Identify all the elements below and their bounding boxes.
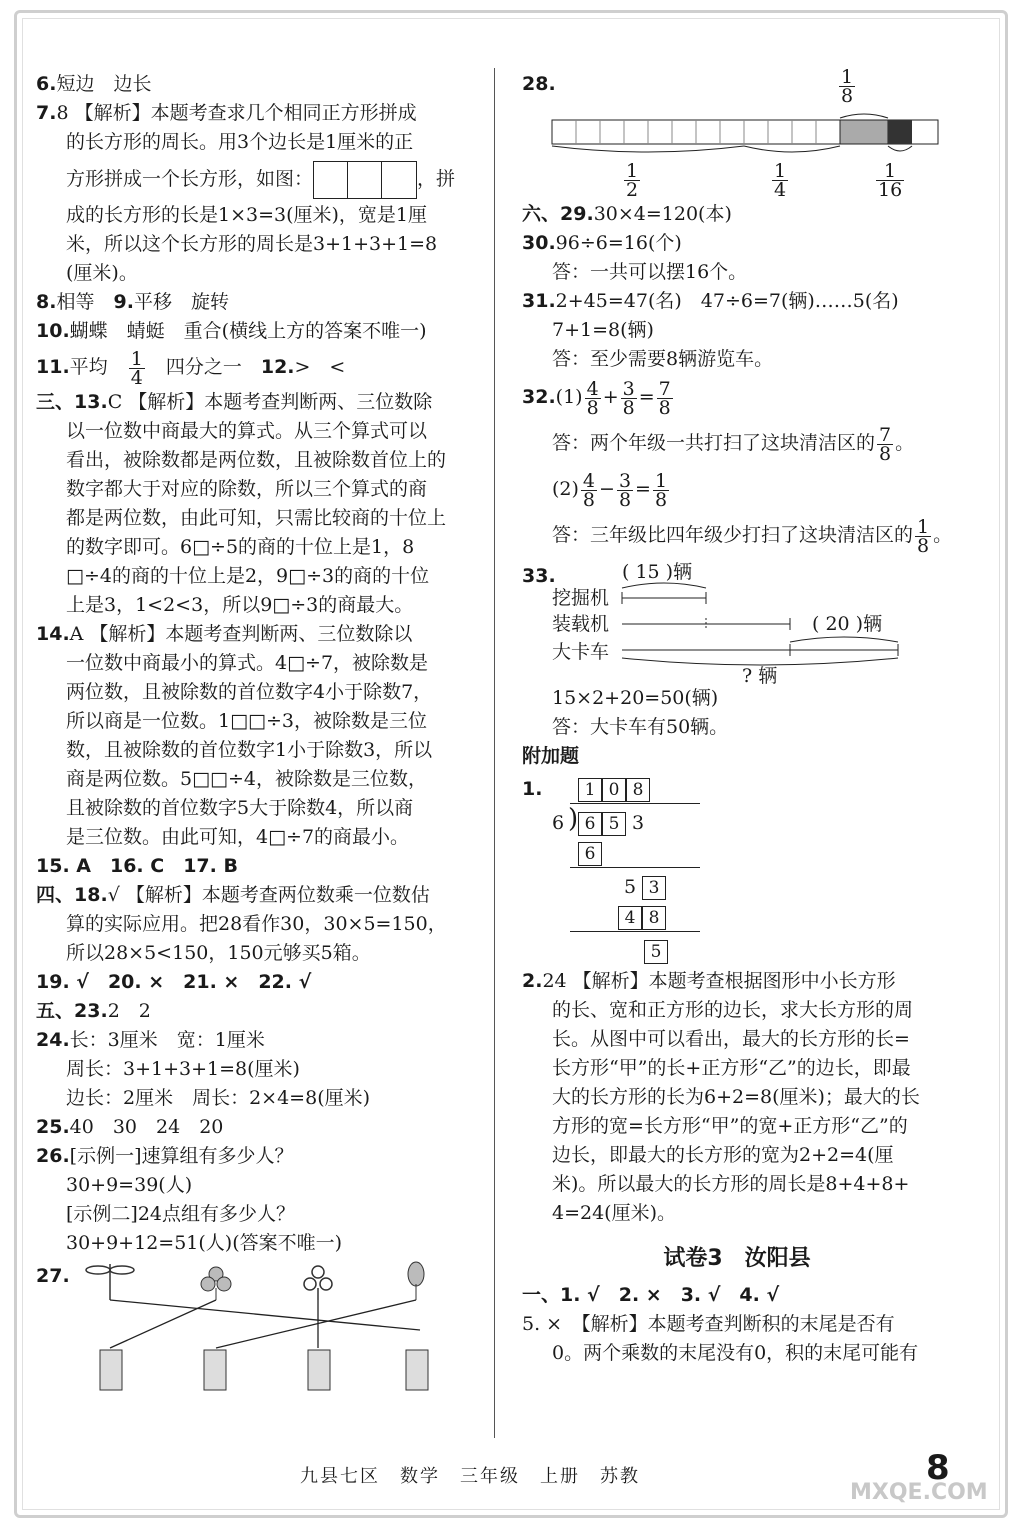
q25: 25.40 30 24 20 [36,1116,224,1138]
dividend: 6 5 3 [578,809,650,838]
extra-q2-line: 长方形“甲”的长+正方形“乙”的边长，即最 [552,1057,911,1079]
q13-line: 数字都大于对应的除数，所以三个算式的商 [66,478,428,500]
q13-line: 以一位数中商最大的算式。从三个算式可以 [66,420,428,442]
q14-line1: 14.A 【解析】本题考查判断两、三位数除以 [36,623,413,645]
q27: 27. [36,1258,476,1408]
q13-line: 上是3，1<2<3，所以9□÷3的商最大。 [66,594,414,616]
q14-line: 商是两位数。5□□÷4，被除数是三位数， [66,768,428,790]
right-column [522,66,953,1368]
q18-line1: 四、18.√ 【解析】本题考查两位数乘一位数估 [36,884,430,906]
q6: 6.短边 边长 [36,73,152,95]
extra-q2-line: 长。从图中可以看出，最大的长方形的长= [552,1028,910,1050]
q7-line5: 米，所以这个长方形的周长是3+1+3+1=8 [66,233,438,255]
column-divider [494,68,495,1438]
q14-line: 一位数中商最小的算式。4□÷7，被除数是 [66,652,429,674]
q29: 六、29.30×4=120(本) [522,203,732,225]
q10: 10.蝴蝶 蜻蜓 重合(横线上方的答案不唯一) [36,320,427,342]
extra-q2-line: 方形的宽=长方形“甲”的宽+正方形“乙”的 [552,1115,908,1137]
paper3-line3: 0。两个乘数的末尾没有0，积的末尾可能有 [552,1342,919,1364]
extra-q2-line: 大的长方形的长为6+2=8(厘米)；最大的长 [552,1086,920,1108]
fraction-1-4-label: $\frac{1}{4}$ [774,160,787,201]
quotient-boxes: 1 0 8 [578,775,650,804]
fraction-bar-diagram [550,110,970,170]
q24-line1: 24.长：3厘米 宽：1厘米 [36,1029,265,1051]
q33-answer: 答：大卡车有50辆。 [552,716,729,738]
extra-q2-line: 边长，即最大的长方形的宽为2+2=4(厘 [552,1144,894,1166]
q24-line2: 周长：3+1+3+1=8(厘米) [66,1058,300,1080]
paper3-title: 试卷3 汝阳县 [663,1246,811,1271]
q26-line2: 30+9=39(人) [66,1174,193,1196]
extra-q2-line: 米)。所以最大的长方形的周长是8+4+8+ [552,1173,910,1195]
fraction-1-16-label: $\frac{1}{16}$ [878,160,903,201]
q18-line: 算的实际应用。把28看作30，30×5=150， [66,913,447,935]
extra-q2-line1: 2.24 【解析】本题考查根据图形中小长方形 [522,970,896,992]
clover-icon [201,1267,231,1300]
q32-part1: 32.(1) $\frac{4}{8}$ + $\frac{3}{8}$ = $\frac{7}{8}$ [522,377,671,419]
q14-line: 数，且被除数的首位数字1小于除数3，所以 [66,739,433,761]
q33-diagram: 33. ( 15 )辆 挖掘机 装载机 大卡车 ( 20 )辆 ? 辆 [522,558,952,678]
q26-line3: [示例二]24点组有多少人？ [66,1203,296,1225]
q14-line: 所以商是一位数。1□□÷3，被除数是三位 [66,710,428,732]
q31-line3: 答：至少需要8辆游览车。 [552,348,774,370]
q14-line: 是三位数。由此可知，4□÷7的商最小。 [66,826,410,848]
watermark: MXQE.COM [850,1480,988,1505]
q14-line: 且被除数的首位数字5大于除数4，所以商 [66,797,414,819]
q26-line4: 30+9+12=51(人)(答案不唯一) [66,1232,343,1254]
q7-line2: 的长方形的周长。用3个边长是1厘米的正 [66,131,414,153]
three-squares-figure [313,161,417,199]
q31-line1: 31.2+45=47(名) 47÷6=7(辆)……5(名) [522,290,899,312]
q18-line: 所以28×5<150，150元够买5箱。 [66,942,371,964]
fraction-1-8-label: $\frac{1}{8}$ [841,66,854,107]
club-icon [304,1266,332,1300]
q7-line3: 方形拼成一个长方形，如图： ，拼 [36,157,476,201]
long-division: 1. 1 0 8 6 ) 6 5 3 6 5 3 4 8 5 [522,771,952,967]
dragonfly-icon [86,1264,134,1300]
q13-line: 都是两位数，由此可知，只需比较商的十位上 [66,507,447,529]
q15-q17: 15. A 16. C 17. B [36,855,238,877]
fraction-1-2-label: $\frac{1}{2}$ [626,160,639,201]
left-column [36,70,476,1408]
paper3-line1: 一、1. √ 2. × 3. √ 4. √ [522,1284,780,1306]
q30-line1: 30.96÷6=16(个) [522,232,682,254]
q33-calc: 15×2+20=50(辆) [552,687,719,709]
q7-line4: 成的长方形的长是1×3=3(厘米)，宽是1厘 [66,204,428,226]
q32-answer1: 答：两个年级一共打扫了这块清洁区的 $\frac{7}{8}$ 。 [552,423,915,465]
paper3-line2: 5. × 【解析】本题考查判断积的末尾是否有 [522,1313,895,1335]
q31-line2: 7+1=8(辆) [552,319,654,341]
extra-section-title: 附加题 [522,745,580,767]
q7-line1: 7.8 【解析】本题考查求几个相同正方形拼成 [36,102,417,124]
extra-q2-line: 4=24(厘米)。 [552,1202,677,1224]
q30-line2: 答：一共可以摆16个。 [552,261,748,283]
page-number: 8 [926,1448,950,1488]
half-shapes [100,1350,428,1390]
q14-line: 两位数，且被除数的首位数字4小于除数7， [66,681,433,703]
q11-q12: 11.平均 $\frac{1}{4}$ 四分之一 12.> < [36,347,346,389]
q7-line6: (厘米)。 [66,262,138,284]
extra-q2-line: 的长、宽和正方形的边长，求大长方形的周 [552,999,914,1021]
q19-q22: 19. √ 20. × 21. × 22. √ [36,971,312,993]
q8-q9: 8.相等 9.平移 旋转 [36,291,229,313]
q32-part2: (2) $\frac{4}{8}$ − $\frac{3}{8}$ = $\frac{1}{8}$ [552,469,668,511]
q26-line1: 26.[示例一]速算组有多少人？ [36,1145,294,1167]
symmetry-matching-figure [76,1258,476,1408]
q23: 五、23.2 2 [36,1000,151,1022]
fraction-one-quarter: $\frac{1}{4}$ [130,347,143,389]
q13-line: 看出，被除数都是两位数，且被除数首位上的 [66,449,447,471]
q28: 28. $\frac{1}{8}$ $\frac{1}{2}$ $\frac{1}{4}$ $\frac{1}{16}$ [522,70,952,200]
page-footer: 九县七区 数学 三年级 上册 苏教 [300,1466,640,1487]
leaf-icon [408,1262,424,1300]
matching-lines [110,1300,420,1348]
q13-line1: 三、13.C 【解析】本题考查判断两、三位数除 [36,391,433,413]
q13-line: □÷4的商的十位上是2，9□÷3的商的十位 [66,565,430,587]
q13-line: 的数字即可。6□÷5的商的十位上是1，8 [66,536,415,558]
q32-answer2: 答：三年级比四年级少打扫了这块清洁区的 $\frac{1}{8}$ 。 [552,515,953,557]
q24-line3: 边长：2厘米 周长：2×4=8(厘米) [66,1087,371,1109]
